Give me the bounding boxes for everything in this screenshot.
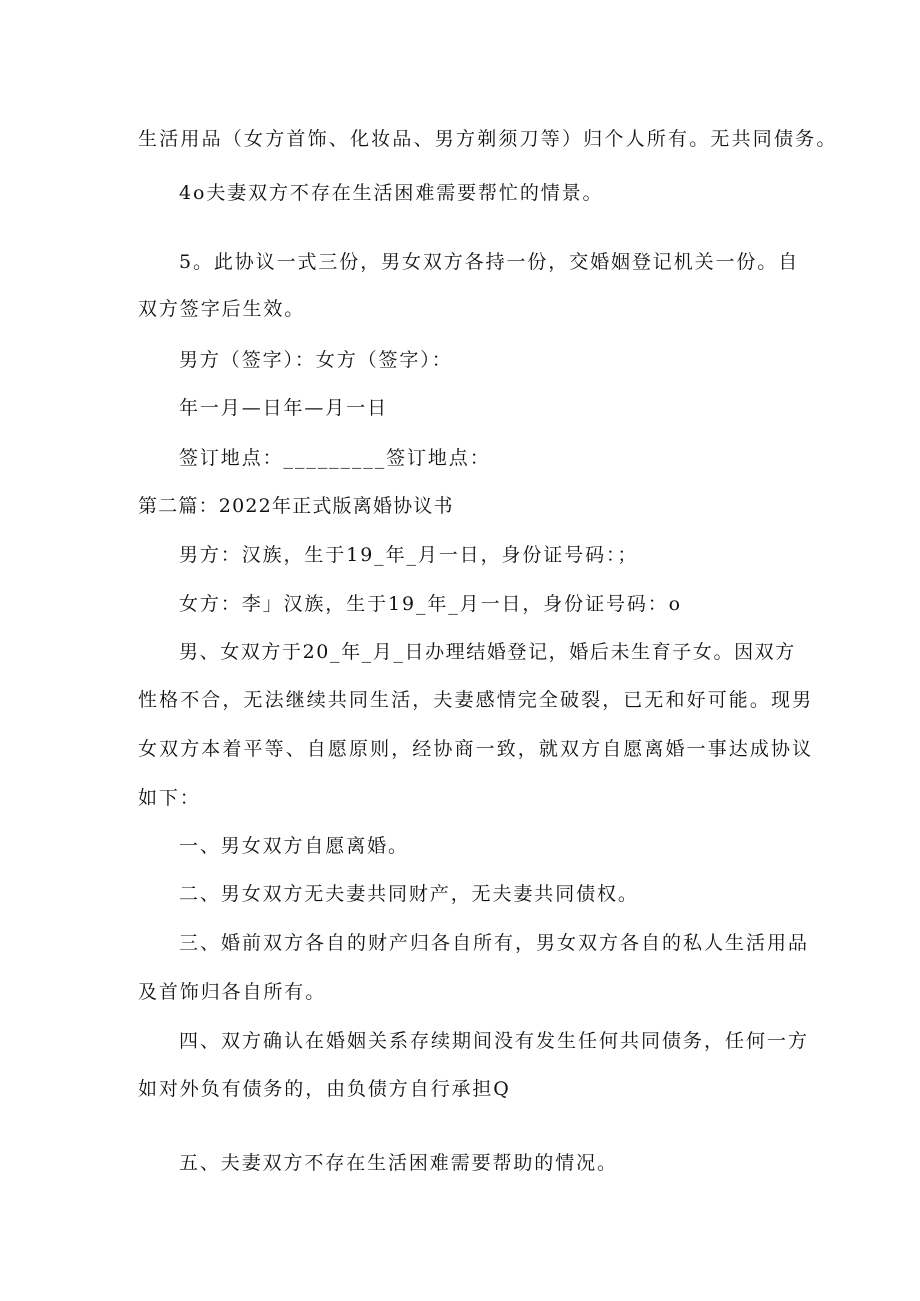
clause-4-line-2: 如对外负有债务的，由负债方自行承担Q: [138, 1078, 511, 1100]
body-line-2: 性格不合，无法继续共同生活，夫妻感情完全破裂，已无和好可能。现男: [138, 689, 814, 711]
text-line-2: 4o夫妻双方不存在生活困难需要帮忙的情景。: [179, 182, 604, 204]
clause-2: 二、男女双方无夫妻共同财产，无夫妻共同债权。: [179, 883, 639, 905]
section-heading: 第二篇：2022年正式版离婚协议书: [138, 495, 454, 517]
clause-3-line-1: 三、婚前双方各自的财产归各自所有，男女双方各自的私人生活用品: [179, 932, 810, 954]
clause-3-line-2: 及首饰归各自所有。: [138, 981, 327, 1003]
text-line-3: 5。此协议一式三份，男女双方各持一份，交婚姻登记机关一份。自: [179, 251, 800, 273]
text-line-1: 生活用品（女方首饰、化妆品、男方剃须刀等）归个人所有。无共同债务。: [138, 128, 838, 150]
clause-5: 五、夫妻双方不存在生活困难需要帮助的情况。: [179, 1152, 618, 1174]
male-party-line: 男方：汉族，生于19_年_月一日，身份证号码：；: [179, 544, 639, 566]
clause-4-line-1: 四、双方确认在婚姻关系存续期间没有发生任何共同债务，任何一方: [179, 1030, 810, 1052]
body-line-4: 如下：: [138, 787, 201, 809]
body-line-1: 男、女双方于20_年_月_日办理结婚登记，婚后未生育子女。因双方: [179, 641, 796, 663]
signing-place-line: 签订地点：_________签订地点：: [179, 447, 491, 469]
signature-line: 男方（签字）：女方（签字）：: [179, 349, 453, 371]
text-line-4: 双方签字后生效。: [138, 298, 306, 320]
female-party-line: 女方：李」汉族，生于19_年_月一日，身份证号码：o: [179, 593, 683, 615]
clause-1: 一、男女双方自愿离婚。: [179, 835, 409, 857]
body-line-3: 女双方本着平等、自愿原则，经协商一致，就双方自愿离婚一事达成协议: [138, 738, 814, 760]
date-line: 年一月—日年—月一日: [179, 397, 389, 419]
